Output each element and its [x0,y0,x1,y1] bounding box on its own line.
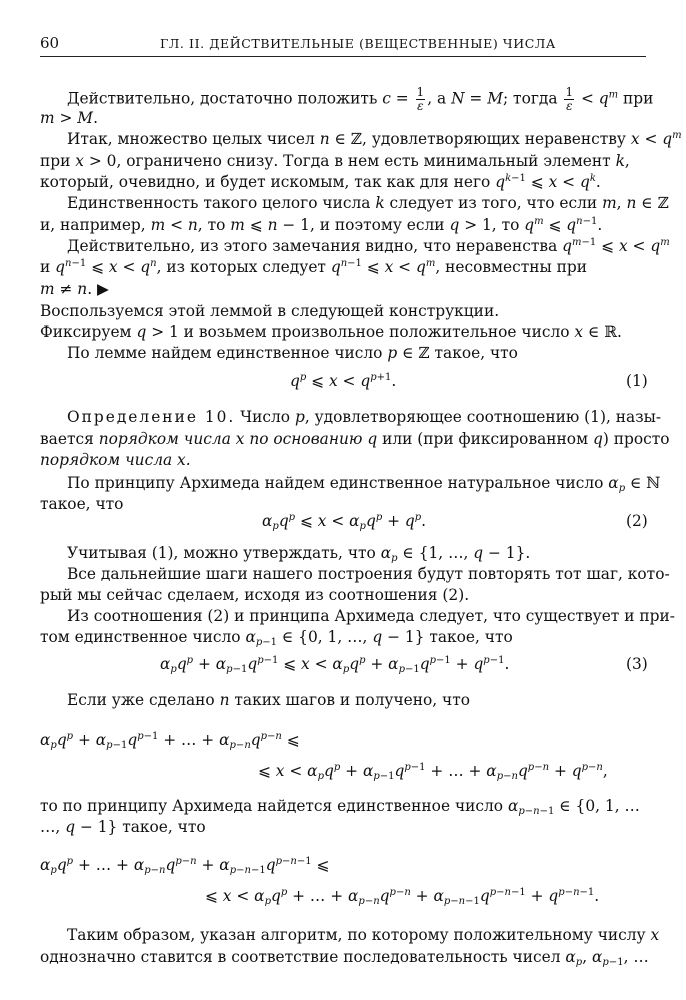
text-line: то по принципу Архимеда найдется единственное число $\alpha_{p-n-1}$ ∈ {0, 1, … [40,797,640,817]
definition-label: Определение 10. [67,408,236,426]
text-line: однозначно ставится в соответствие последовательность чисел $\alpha_p$, $\alpha_{p-1}$, … [40,948,649,968]
text-line: Таким образом, указан алгоритм, по которому положительному числу x [67,926,660,944]
text-line: Действительно, из этого замечания видно, что неравенства $q^{m-1}$ ⩽ $x < q^m$ [67,237,670,255]
running-title: ГЛ. II. ДЕЙСТВИТЕЛЬНЫЕ (ВЕЩЕСТВЕННЫЕ) ЧИСЛА [160,36,556,51]
text-line: рый мы сейчас сделаем, исходя из соотношения (2). [40,586,470,604]
text-line: Единственность такого целого числа k следует из того, что если m, n ∈ ℤ [67,194,669,212]
text-line: m ≠ n. ▶ [40,280,109,298]
text-line: Фиксируем q > 1 и возьмем произвольное положительное число x ∈ ℝ. [40,323,622,341]
text-line: m > M. [40,109,98,127]
text-line: Определение 10. Число p, удовлетворяющее соотношению (1), назы- [67,408,662,426]
equation-number: (3) [626,655,648,673]
text-line: …, q − 1} такое, что [40,818,206,836]
text-line: Если уже сделано n таких шагов и получено, что [67,691,470,709]
equation: ⩽ $x < \alpha_pq^p$ + … + $\alpha_{p-n}q^{p-n} + \alpha_{p-n-1}q^{p-n-1} + q^{p-n-1}$. [205,887,600,907]
equation: $\alpha_pq^p + \alpha_{p-1}q^{p-1}$ ⩽ $x < \alpha_pq^p + \alpha_{p-1}q^{p-1} + q^{p-1}$. [160,655,510,675]
page-number: 60 [40,34,60,52]
text-line: и $q^{n-1}$ ⩽ $x < q^n$, из которых следует $q^{n-1}$ ⩽ $x < q^m$, несовместны при [40,258,587,276]
text-line: вается порядком числа x по основанию q или (при фиксированном q) просто [40,430,670,448]
text-line: том единственное число $\alpha_{p-1}$ ∈ {0, 1, …, q − 1} такое, что [40,628,513,648]
equation-number: (1) [626,372,648,390]
equation: ⩽ $x < \alpha_pq^p + \alpha_{p-1}q^{p-1}$ + … + $\alpha_{p-n}q^{p-n} + q^{p-n}$, [258,762,608,782]
text-line: Воспользуемся этой леммой в следующей конструкции. [40,302,500,320]
equation: $\alpha_pq^p$ + … + $\alpha_{p-n}q^{p-n} + \alpha_{p-n-1}q^{p-n-1}$ ⩽ [40,856,330,876]
header-rule [40,56,646,57]
text-line: такое, что [40,495,124,513]
text-line: и, например, m < n, то m ⩽ n − 1, и поэтому если q > 1, то $q^m$ ⩽ $q^{n-1}$. [40,216,603,234]
text-line: Из соотношения (2) и принципа Архимеда следует, что существует и при- [67,607,675,625]
text-line: порядком числа x. [40,451,191,469]
text-line: который, очевидно, и будет искомым, так как для него $q^{k-1}$ ⩽ $x < q^k$. [40,173,601,191]
text-line: По принципу Архимеда найдем единственное натуральное число $\alpha_p$ ∈ ℕ [67,474,661,494]
text-line: Все дальнейшие шаги нашего построения будут повторять тот шаг, кото- [67,565,670,583]
equation-number: (2) [626,512,648,530]
text-line: По лемме найдем единственное число p ∈ ℤ такое, что [67,344,518,362]
equation: $\alpha_pq^p$ ⩽ $x < \alpha_pq^p + q^p$. [262,512,427,532]
text-line: при x > 0, ограничено снизу. Тогда в нем есть минимальный элемент k, [40,152,630,170]
equation: $q^p$ ⩽ $x < q^{p+1}$. [290,372,397,390]
equation: $\alpha_pq^p + \alpha_{p-1}q^{p-1}$ + … + $\alpha_{p-n}q^{p-n}$ ⩽ [40,731,300,751]
text-line: Действительно, достаточно положить c = $\frac{1}{\varepsilon}$ , а N = M; тогда $\frac{1}{\varepsilon}$ < $q^m$ при [67,85,654,113]
page-header [40,34,646,54]
text-line: Итак, множество целых чисел n ∈ ℤ, удовлетворяющих неравенству $x < q^m$ [67,130,682,148]
text-line: Учитывая (1), можно утверждать, что $\alpha_p$ ∈ {1, …, q − 1}. [67,544,531,564]
